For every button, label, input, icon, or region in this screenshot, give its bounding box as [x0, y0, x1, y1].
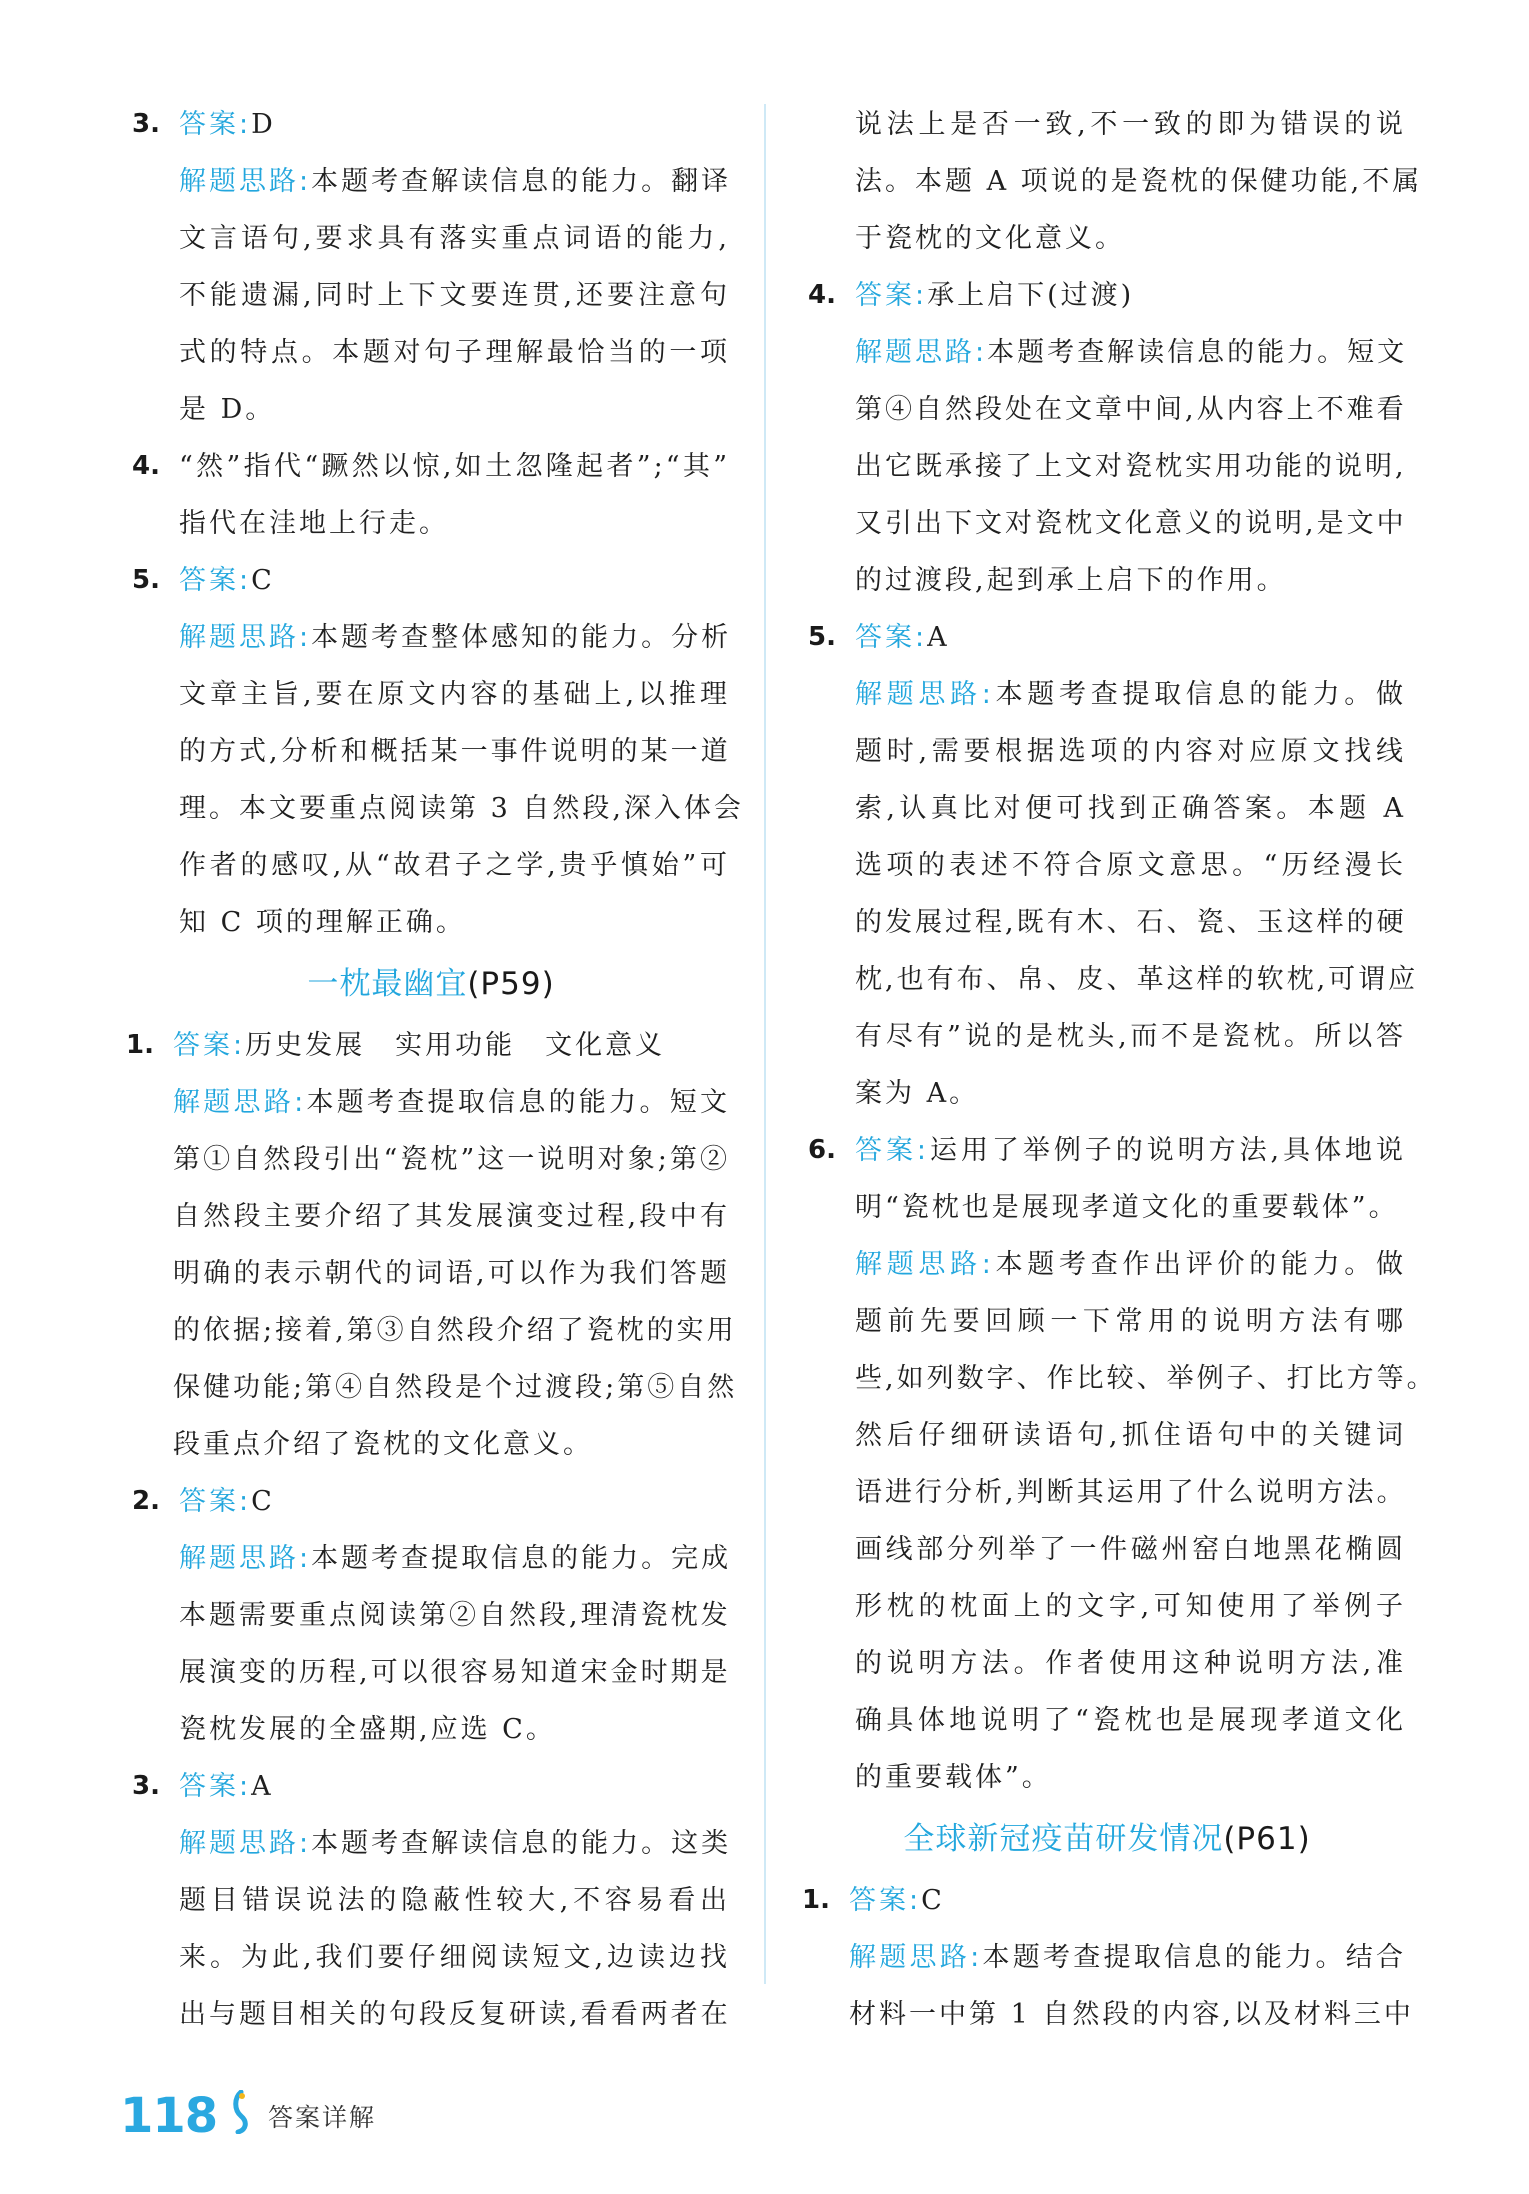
analysis-label: 解题思路: [179, 1828, 312, 1859]
analysis-line: 枕,也有布、帛、皮、革这样的软枕,可谓应 [855, 964, 1419, 995]
analysis-line: 展演变的历程,可以很容易知道宋金时期是 [179, 1657, 731, 1688]
answer-label: 答案: [855, 622, 928, 653]
right-column [802, 96, 1437, 2043]
analysis-line: 不能遗漏,同时上下文要连贯,还要注意句 [179, 280, 730, 311]
analysis-line: 的说明方法。作者使用这种说明方法,准 [855, 1648, 1406, 1679]
analysis-line: 些,如列数字、作比较、举例子、打比方等。 [855, 1363, 1437, 1394]
answer-label: 答案: [179, 109, 252, 140]
analysis-line: 本题考查解读信息的能力。短文 [987, 337, 1408, 368]
analysis-line: 保健功能;第④自然段是个过渡段;第⑤自然 [173, 1372, 738, 1403]
analysis-line: 作者的感叹,从“故君子之学,贵乎慎始”可 [179, 850, 730, 881]
item-number: 3. [132, 1771, 160, 1801]
footer-label: 答案详解 [268, 2103, 377, 2132]
analysis-line: 出它既承接了上文对瓷枕实用功能的说明, [855, 451, 1407, 482]
analysis-label: 解题思路: [179, 166, 312, 197]
answer-text: 承上启下(过渡) [927, 280, 1135, 311]
item-number: 1. [802, 1885, 830, 1915]
analysis-label: 解题思路: [179, 1543, 312, 1574]
analysis-line: 文言语句,要求具有落实重点词语的能力, [179, 223, 730, 254]
analysis-line: 题目错误说法的隐蔽性较大,不容易看出 [179, 1885, 730, 1916]
analysis-line: 本题考查提取信息的能力。短文 [306, 1087, 730, 1118]
answer-line: “然”指代“蹶然以惊,如土忽隆起者”;“其” [179, 451, 730, 482]
answer-text: A [251, 1771, 274, 1802]
analysis-line: 式的特点。本题对句子理解最恰当的一项 [179, 337, 730, 368]
answer-item [132, 96, 730, 438]
item-number: 6. [808, 1135, 836, 1165]
answer-label: 答案: [855, 1135, 930, 1166]
section-page: (P59) [467, 966, 555, 1002]
column-divider [764, 104, 766, 1984]
analysis-label: 解题思路: [849, 1942, 983, 1973]
analysis-line: 材料一中第 1 自然段的内容,以及材料三中 [849, 1999, 1414, 2030]
answer-label: 答案: [849, 1885, 922, 1916]
section-heading [808, 1806, 1406, 1872]
answer-label: 答案: [179, 1486, 252, 1517]
analysis-line: 确具体地说明了“瓷枕也是展现孝道文化 [855, 1705, 1406, 1736]
item-number: 3. [132, 109, 160, 139]
analysis-line: 自然段主要介绍了其发展演变过程,段中有 [173, 1201, 730, 1232]
left-column [126, 96, 744, 2043]
item-number: 5. [132, 565, 160, 595]
analysis-line: 本题考查提取信息的能力。做 [993, 679, 1406, 710]
answer-item [802, 1872, 1414, 2043]
analysis-line: 语进行分析,判断其运用了什么说明方法。 [855, 1477, 1407, 1508]
analysis-label: 解题思路: [855, 337, 988, 368]
analysis-line: 出与题目相关的句段反复研读,看看两者在 [179, 1999, 731, 2030]
analysis-line: 画线部分列举了一件磁州窑白地黑花椭圆 [855, 1534, 1406, 1565]
answer-text: 历史发展 实用功能 文化意义 [245, 1030, 666, 1061]
analysis-label: 解题思路: [173, 1087, 307, 1118]
analysis-line: 的重要载体”。 [855, 1762, 1052, 1793]
analysis-line: 本题考查作出评价的能力。做 [993, 1249, 1406, 1280]
analysis-line: 第④自然段处在文章中间,从内容上不难看 [855, 394, 1407, 425]
section-page: (P61) [1223, 1821, 1311, 1857]
analysis-label: 解题思路: [855, 679, 994, 710]
analysis-line: 理。本文要重点阅读第 3 自然段,深入体会 [179, 793, 744, 824]
item-number: 4. [132, 451, 160, 481]
answer-text: D [251, 109, 276, 140]
answer-label: 答案: [179, 1771, 252, 1802]
answer-text: C [251, 1486, 275, 1517]
answer-item [808, 609, 1419, 1122]
section-heading [132, 951, 730, 1017]
answer-item [808, 267, 1406, 609]
analysis-line: 来。为此,我们要仔细阅读短文,边读边找 [179, 1942, 730, 1973]
section-title: 全球新冠疫苗研发情况 [903, 1821, 1224, 1857]
analysis-label: 解题思路: [179, 622, 312, 653]
analysis-line: 然后仔细研读语句,抓住语句中的关键词 [855, 1420, 1406, 1451]
analysis-line: 法。本题 A 项说的是瓷枕的保健功能,不属 [855, 166, 1423, 197]
analysis-line: 文章主旨,要在原文内容的基础上,以推理 [179, 679, 730, 710]
item-number: 4. [808, 280, 836, 310]
analysis-line: 的发展过程,既有木、石、瓷、玉这样的硬 [855, 907, 1407, 938]
analysis-line: 明确的表示朝代的词语,可以作为我们答题 [173, 1258, 730, 1289]
analysis-line: 的过渡段,起到承上启下的作用。 [855, 565, 1287, 596]
answer-text: 运用了举例子的说明方法,具体地说 [929, 1135, 1406, 1166]
analysis-line: 形枕的枕面上的文字,可知使用了举例子 [855, 1591, 1406, 1622]
analysis-line: 本题考查提取信息的能力。完成 [311, 1543, 732, 1574]
item-number: 5. [808, 622, 836, 652]
analysis-line: 本题考查提取信息的能力。结合 [982, 1942, 1406, 1973]
answer-line: 指代在洼地上行走。 [179, 508, 449, 539]
analysis-line: 案为 A。 [855, 1078, 980, 1109]
analysis-line: 本题需要重点阅读第②自然段,理清瓷枕发 [179, 1600, 731, 1631]
analysis-line: 的依据;接着,第③自然段介绍了瓷枕的实用 [173, 1315, 737, 1346]
answer-text: C [921, 1885, 945, 1916]
analysis-line: 的方式,分析和概括某一事件说明的某一道 [179, 736, 731, 767]
item-number: 2. [132, 1486, 160, 1516]
answer-text: A [927, 622, 950, 653]
analysis-line: 本题考查整体感知的能力。分析 [311, 622, 732, 653]
analysis-line: 瓷枕发展的全盛期,应选 C。 [179, 1714, 556, 1745]
answer-label: 答案: [173, 1030, 246, 1061]
page-number: 118 [120, 2088, 218, 2144]
analysis-line: 段重点介绍了瓷枕的文化意义。 [173, 1429, 593, 1460]
mascot-icon [230, 2090, 252, 2134]
analysis-label: 解题思路: [855, 1249, 994, 1280]
section-title: 一枕最幽宜 [307, 966, 468, 1002]
analysis-line: 本题考查解读信息的能力。这类 [311, 1828, 732, 1859]
answer-text: 明“瓷枕也是展现孝道文化的重要载体”。 [855, 1192, 1399, 1223]
answer-item [126, 1017, 738, 1473]
answer-text: C [251, 565, 275, 596]
analysis-line: 有尽有”说的是枕头,而不是瓷枕。所以答 [855, 1021, 1406, 1052]
analysis-line: 本题考查解读信息的能力。翻译 [311, 166, 732, 197]
answer-item [132, 1473, 730, 1758]
answer-item [132, 438, 730, 552]
item-number: 1. [126, 1030, 154, 1060]
analysis-line: 于瓷枕的文化意义。 [855, 223, 1125, 254]
answer-item [132, 552, 744, 951]
analysis-line: 索,认真比对便可找到正确答案。本题 A [855, 793, 1406, 824]
analysis-line: 说法上是否一致,不一致的即为错误的说 [855, 109, 1406, 140]
continued-text [808, 96, 1423, 267]
answer-label: 答案: [855, 280, 928, 311]
analysis-line: 题时,需要根据选项的内容对应原文找线 [855, 736, 1406, 767]
analysis-line: 选项的表述不符合原文意思。“历经漫长 [855, 850, 1406, 881]
answer-label: 答案: [179, 565, 252, 596]
analysis-line: 第①自然段引出“瓷枕”这一说明对象;第② [173, 1144, 730, 1175]
analysis-line: 又引出下文对瓷枕文化意义的说明,是文中 [855, 508, 1407, 539]
answer-item [808, 1122, 1437, 1806]
analysis-line: 知 C 项的理解正确。 [179, 907, 466, 938]
analysis-line: 是 D。 [179, 394, 276, 425]
answer-item [132, 1758, 730, 2043]
analysis-line: 题前先要回顾一下常用的说明方法有哪 [855, 1306, 1406, 1337]
